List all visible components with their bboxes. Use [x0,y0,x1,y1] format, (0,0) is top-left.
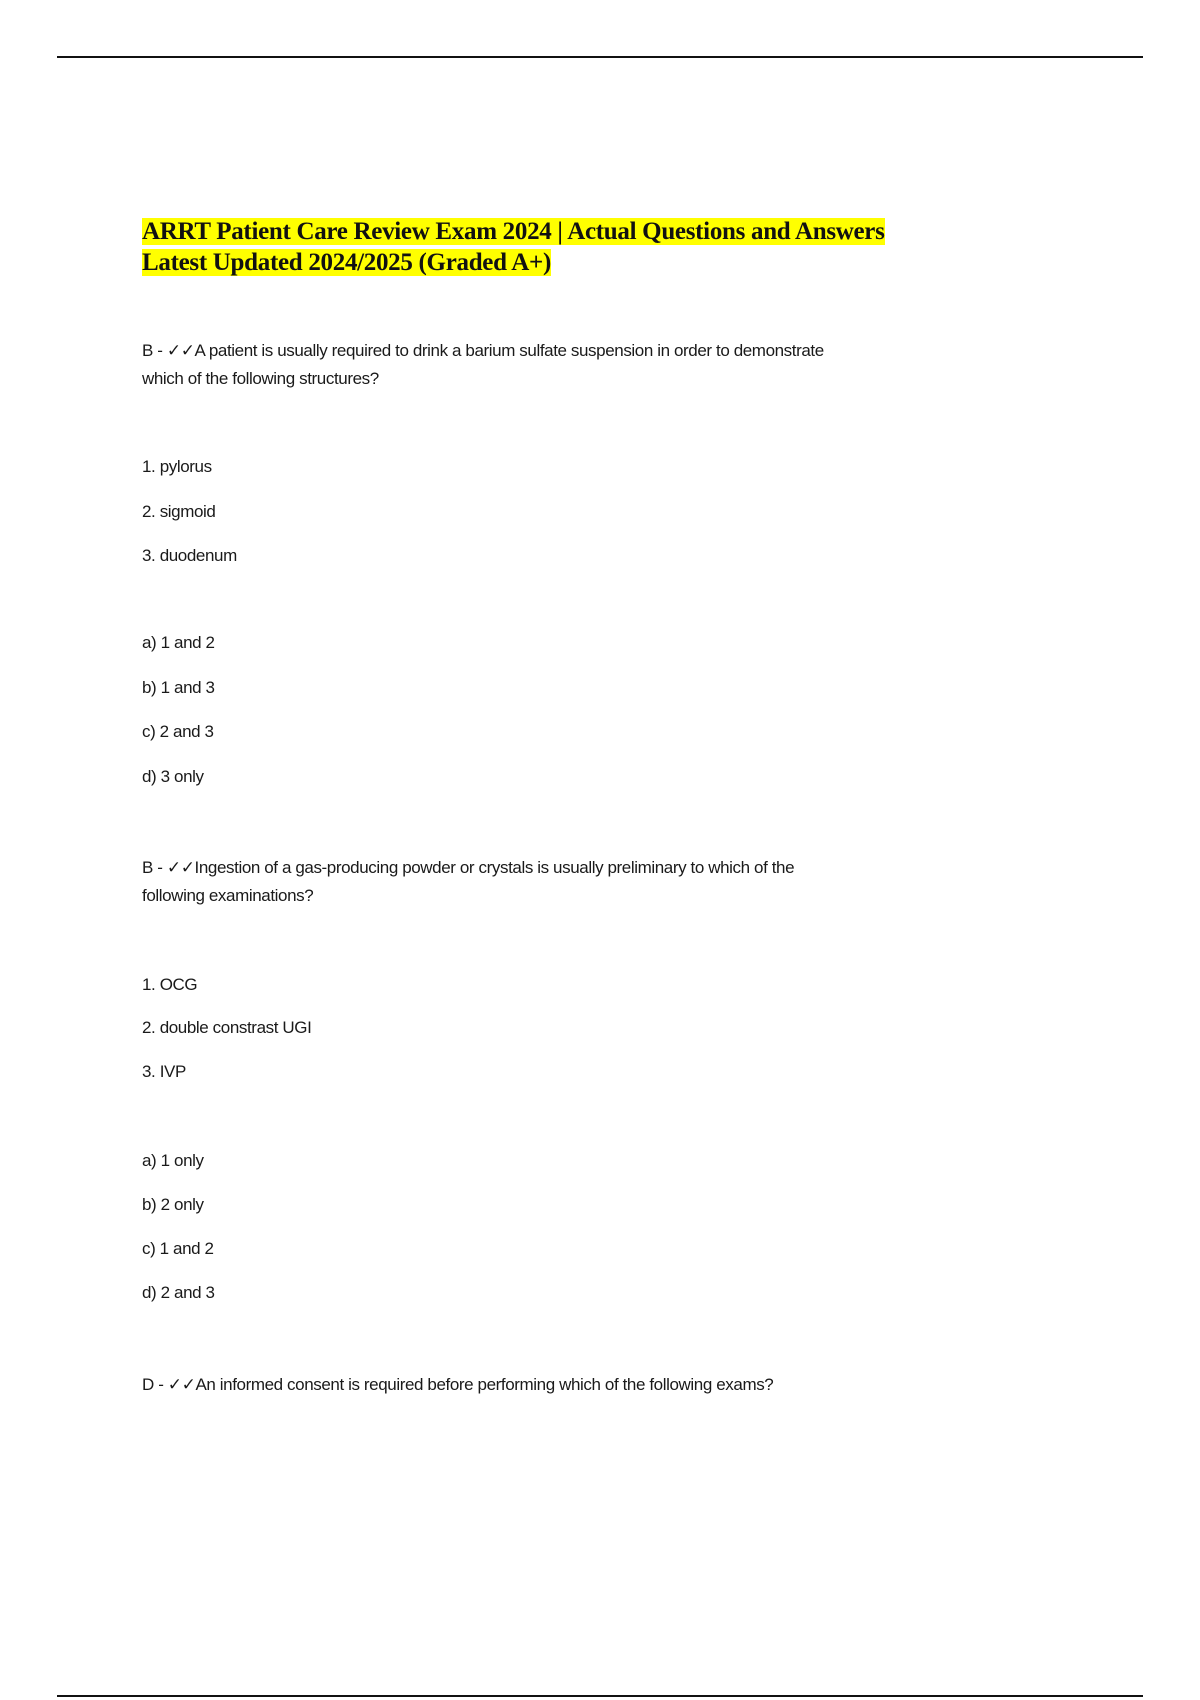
footer-rule [57,1695,1143,1697]
question-1-item: 2. sigmoid [142,502,216,521]
document-title [142,216,885,278]
question-2-option: d) 2 and 3 [142,1283,215,1302]
question-1-text-cont: which of the following structures? [142,369,379,388]
question-2-option: c) 1 and 2 [142,1239,214,1258]
question-2-item: 1. OCG [142,975,198,994]
question-1-option: d) 3 only [142,767,204,786]
title-line-2: Latest Updated 2024/2025 (Graded A+) [142,249,552,276]
question-2-option: a) 1 only [142,1151,204,1170]
question-2-text-cont: following examinations? [142,886,314,905]
title-line-1: ARRT Patient Care Review Exam 2024 | Actual Questions and Answers [142,218,885,245]
question-1-item: 1. pylorus [142,457,212,476]
question-1-option: a) 1 and 2 [142,633,215,652]
question-2-item: 3. IVP [142,1062,186,1081]
question-1-option: c) 2 and 3 [142,722,214,741]
question-2-text: B - ✓✓Ingestion of a gas-producing powder or crystals is usually preliminary to which of the [142,858,795,877]
header-rule [57,56,1143,58]
question-2-item: 2. double constrast UGI [142,1018,312,1037]
question-3-text: D - ✓✓An informed consent is required before performing which of the following exams? [142,1375,774,1394]
question-1-option: b) 1 and 3 [142,678,215,697]
question-2-option: b) 2 only [142,1195,204,1214]
question-1-item: 3. duodenum [142,546,237,565]
question-1-text: B - ✓✓A patient is usually required to drink a barium sulfate suspension in order to demonstrate [142,341,824,360]
